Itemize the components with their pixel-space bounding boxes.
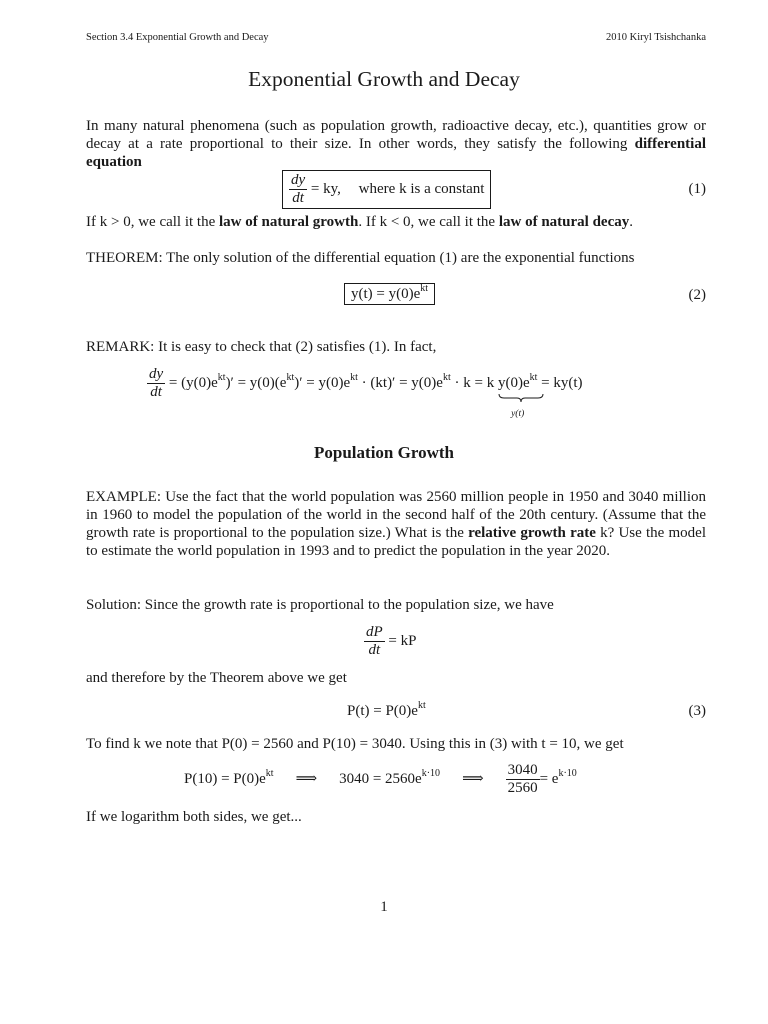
equation-2-box <box>344 283 435 305</box>
eq1-denominator: dt <box>292 190 304 206</box>
implies-arrow-1: ⟹ <box>295 770 318 787</box>
underbrace-icon <box>498 393 544 403</box>
intro-text: In many natural phenomena (such as population growth, radioactive decay, etc.), quantities grow or decay at a rate proportional to their size. In other words, they satisfy the following <box>86 118 706 152</box>
find-exp-c: k·10 <box>558 767 577 779</box>
running-header-left: Section 3.4 Exponential Growth and Decay <box>86 32 269 43</box>
remark-equation <box>147 366 583 419</box>
section-title-population-growth: Population Growth <box>314 443 454 462</box>
equation-2 <box>344 283 435 305</box>
equation-3 <box>347 702 426 720</box>
tofind-paragraph: To find k we note that P(0) = 2560 and P(10) = 3040. Using this in (3) with t = 10, we get <box>86 736 624 752</box>
dp-rhs: = kP <box>388 632 417 649</box>
remark-part-2: )′ = y(0)(e <box>225 374 287 391</box>
example-paragraph <box>86 488 706 560</box>
intro-paragraph <box>86 117 706 171</box>
eq3-lhs: P(t) = P(0)e <box>347 703 418 719</box>
dp-fraction <box>364 624 385 659</box>
underbrace-label: y(t) <box>511 408 525 419</box>
example-text-2: k? Use the model to estimate the world population in 1993 and to predict the population in the year 2020. <box>86 525 707 559</box>
law-paragraph <box>86 213 706 231</box>
remark-part-6: = ky(t) <box>537 374 583 391</box>
law-text-2: . If k < 0, we call it the <box>358 214 499 230</box>
remark-exp-3: kt <box>350 371 358 383</box>
solution-paragraph: Solution: Since the growth rate is proportional to the population size, we have <box>86 597 554 613</box>
remark-part-3: )′ = y(0)e <box>294 374 351 391</box>
equation-1-box <box>282 170 491 209</box>
underbrace-group <box>497 371 538 419</box>
equation-1 <box>282 170 491 209</box>
equation-find-k <box>184 762 577 797</box>
find-part-a: P(10) = P(0)e <box>184 770 266 787</box>
law-growth-term: law of natural growth <box>219 214 359 230</box>
equation-dp <box>364 624 416 659</box>
find-fraction <box>506 762 540 797</box>
find-denominator: 2560 <box>507 780 538 796</box>
remark-fraction <box>147 366 165 401</box>
remark-exp-4: kt <box>442 371 451 383</box>
dp-denominator: dt <box>368 642 381 658</box>
law-decay-term: law of natural decay <box>498 214 630 230</box>
example-bold-term: relative growth rate <box>468 525 596 541</box>
eq3-exponent: kt <box>417 700 426 711</box>
implies-arrow-2: ⟹ <box>462 770 484 787</box>
remark-paragraph: REMARK: It is easy to check that (2) satisfies (1). In fact, <box>86 339 437 355</box>
find-part-c: = e <box>539 770 559 787</box>
remark-part-5: · k = k <box>450 374 498 391</box>
theorem-paragraph: THEOREM: The only solution of the differential equation (1) are the exponential functions <box>86 250 635 266</box>
law-text-3: . <box>629 214 634 230</box>
page-number: 1 <box>380 899 388 915</box>
underbrace-text: y(0)e <box>497 374 530 391</box>
eq2-lhs: y(t) = y(0)e <box>351 286 421 302</box>
remark-denominator: dt <box>150 384 162 400</box>
dp-numerator: dP <box>366 624 383 640</box>
find-numerator: 3040 <box>507 762 538 778</box>
remark-exp-1: kt <box>217 371 226 383</box>
equation-2-label: (2) <box>688 287 706 303</box>
eq1-fraction <box>289 172 307 207</box>
intro-bold-term: differential equation <box>86 136 706 170</box>
find-part-b: 3040 = 2560e <box>339 770 422 787</box>
eq1-rhs: = ky, <box>310 180 341 197</box>
eq1-where: where k is a constant <box>358 180 485 197</box>
find-exp-a: kt <box>265 767 274 779</box>
remark-part-4: · (kt)′ = y(0)e <box>357 374 443 391</box>
remark-part-1: = (y(0)e <box>168 374 218 391</box>
remark-numerator: dy <box>149 366 164 382</box>
equation-3-label: (3) <box>688 703 706 719</box>
therefore-paragraph: and therefore by the Theorem above we get <box>86 670 347 686</box>
underbrace-exp: kt <box>529 371 538 383</box>
page-title: Exponential Growth and Decay <box>248 67 520 91</box>
law-text-1: If k > 0, we call it the <box>86 214 220 230</box>
eq2-exponent: kt <box>420 283 429 294</box>
running-header-right: 2010 Kiryl Tsishchanka <box>606 32 706 43</box>
equation-1-label: (1) <box>688 181 706 197</box>
find-exp-b: k·10 <box>421 767 441 779</box>
remark-exp-2: kt <box>286 371 295 383</box>
eq1-numerator: dy <box>291 172 306 188</box>
example-text-1: EXAMPLE: Use the fact that the world population was 2560 million people in 1950 and 3040 million in 1960 to model the population of the world in the second half of the 20th century. (Assume that the growth rate is proportional to the population size.) What is the <box>86 489 706 541</box>
logarithm-paragraph: If we logarithm both sides, we get... <box>86 809 302 825</box>
